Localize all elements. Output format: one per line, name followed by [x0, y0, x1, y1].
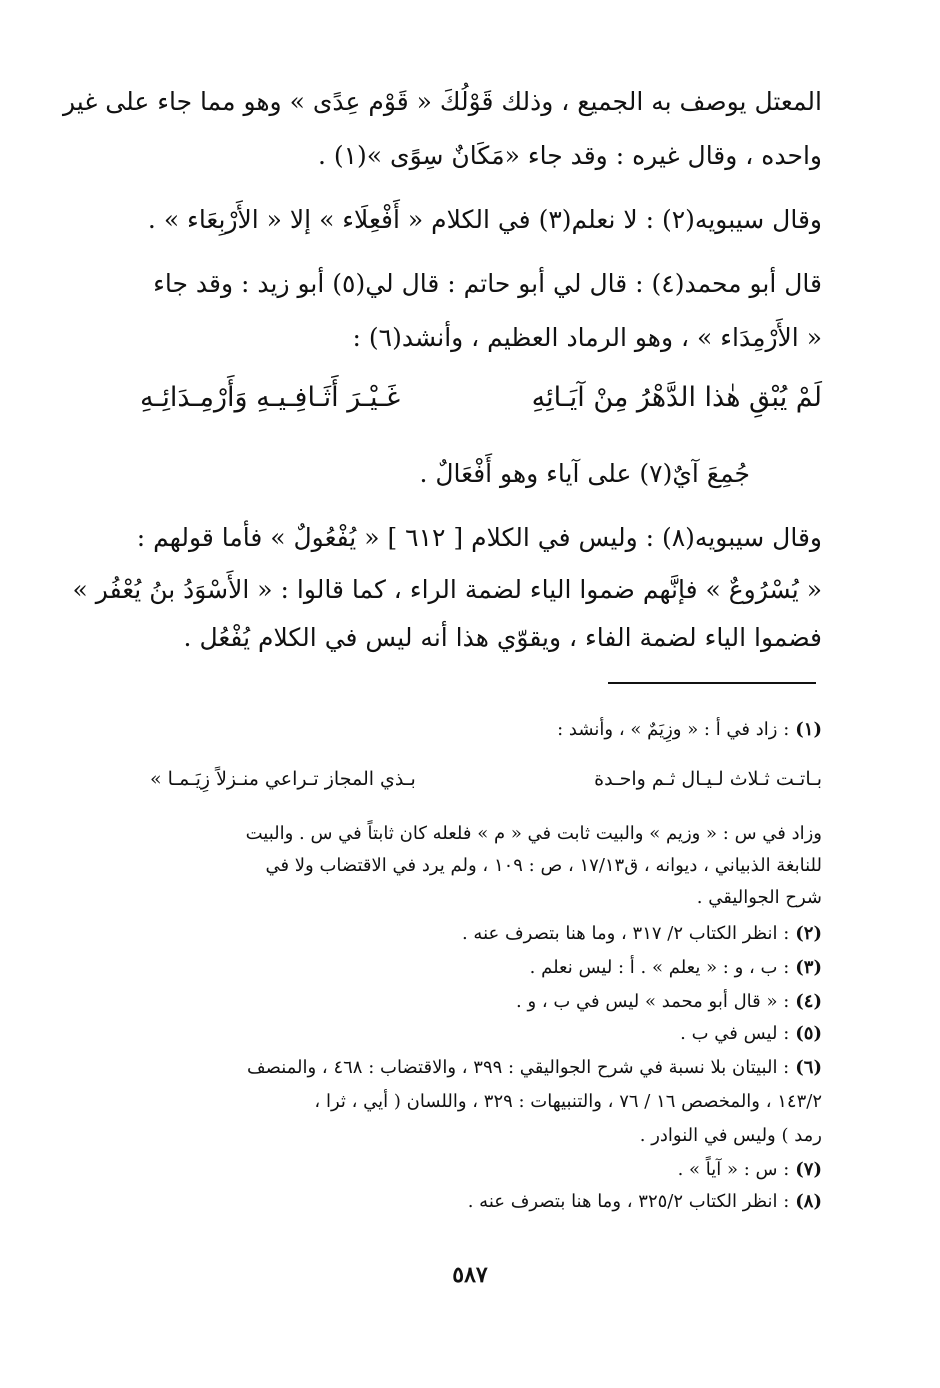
footnote-1-cont-1: وزاد في س : « وزيم » والبيت ثابت في « م » فلعله كان ثابتاً في س . والبيت: [245, 823, 822, 844]
footnote-1-number: (١): [795, 719, 822, 740]
body-line-4: قال أبو محمد(٤) : قال لي أبو حاتم : قال لي(٥) أبو زيد : وقد جاء: [153, 269, 822, 298]
verse-first-hemistich: لَمْ يُبْقِ هٰذا الدَّهْرُ مِنْ آيَـائِهِ: [531, 382, 822, 413]
body-line-3: وقال سيبويه(٢) : لا نعلم(٣) في الكلام « أَفْعِلَاء » إلا « الأَرْبِعَاء » .: [147, 205, 822, 234]
footnote-5-text: : ليس في ب .: [680, 1023, 790, 1044]
footnote-3: [150, 954, 822, 982]
footnote-1-verse-b: بـذي المجاز تـراعي منـزلاً زِيَـمـا »: [150, 768, 416, 790]
body-line-5: « الأَرْمِدَاء » ، وهو الرماد العظيم ، وأنشد(٦) :: [352, 323, 822, 352]
footnote-7: [150, 1156, 822, 1184]
footnote-3-text: : ب ، و : « يعلم » . أ : ليس نعلم .: [529, 957, 790, 978]
body-line-7: « يُسْرُوعٌ » فإنَّهم ضموا الياء لضمة الراء ، كما قالوا : « الأَسْوَدُ بنُ يُعْفُر »: [72, 575, 822, 604]
page-number: ٥٨٧: [452, 1262, 488, 1288]
footnote-5: [150, 1020, 822, 1048]
after-verse-line: جُمِعَ آيٌ(٧) على آياء وهو أَفْعَالٌ .: [419, 459, 750, 488]
footnote-4-number: (٤): [795, 991, 822, 1012]
footnote-2-text: : انظر الكتاب ٢/ ٣١٧ ، وما هنا بتصرف عنه .: [461, 923, 790, 944]
footnote-7-text: : س : « آياً » .: [677, 1159, 790, 1180]
footnote-2-number: (٢): [795, 923, 822, 944]
body-line-6: وقال سيبويه(٨) : وليس في الكلام [ ٦١٢ ] « يُفْعُولٌ » فأما قولهم :: [136, 523, 822, 552]
footnote-8-text: : انظر الكتاب ٣٢٥/٢ ، وما هنا بتصرف عنه .: [467, 1191, 790, 1212]
footnote-separator: [608, 682, 816, 684]
footnote-6-text: : البيتان بلا نسبة في شرح الجواليقي : ٣٩٩ ، والاقتضاب : ٤٦٨ ، والمنصف: [246, 1057, 790, 1078]
footnote-8-number: (٨): [795, 1191, 822, 1212]
verse-second-hemistich: غَـيْـرَ أَثَـافِـيـهِ وَأَرْمِـدَائِـهِ: [140, 382, 401, 413]
body-line-8: فضموا الياء لضمة الفاء ، ويقوّي هذا أنه ليس في الكلام يُفْعُل .: [183, 623, 822, 652]
footnote-6-cont-2: رمد ) وليس في النوادر .: [639, 1125, 822, 1146]
body-line-2: واحده ، وقال غيره : وقد جاء «مَكَانٌ سِوًى »(١) .: [317, 141, 822, 170]
footnote-7-number: (٧): [795, 1159, 822, 1180]
footnote-6: [150, 1054, 822, 1082]
footnote-6-cont-1: ١٤٣/٢ ، والمخصص ١٦ / ٧٦ ، والتنبيهات : ٣٢٩ ، واللسان ( أيي ، ثرا ،: [314, 1091, 822, 1112]
footnote-1: [150, 716, 822, 744]
footnote-1-cont-2: للنابغة الذبياني ، ديوانه ، ق١٧/١٣ ، ص : ١٠٩ ، ولم يرد في الاقتضاب ولا في: [265, 855, 822, 876]
footnote-1-text: : زاد في أ : « وزِيَمٌ » ، وأنشد :: [557, 719, 790, 740]
footnote-6-number: (٦): [795, 1057, 822, 1078]
footnote-5-number: (٥): [795, 1023, 822, 1044]
footnote-4: [150, 988, 822, 1016]
footnote-4-text: : « قال أبو محمد » ليس في ب ، و .: [516, 991, 790, 1012]
footnote-3-number: (٣): [795, 957, 822, 978]
footnote-1-verse-a: بـاتـت ثـلاث لـيـال ثـم واحـدة: [594, 768, 822, 790]
body-line-1: المعتل يوصف به الجميع ، وذلك قَوْلُكَ « قَوْم عِدًى » وهو مما جاء على غير: [62, 87, 822, 116]
footnote-1-cont-3: شرح الجواليقي .: [696, 887, 822, 908]
footnote-2: [150, 920, 822, 948]
footnote-8: [150, 1188, 822, 1216]
